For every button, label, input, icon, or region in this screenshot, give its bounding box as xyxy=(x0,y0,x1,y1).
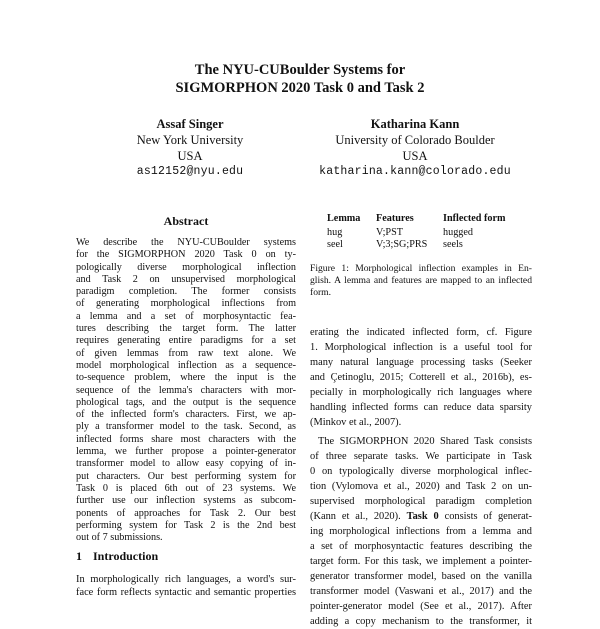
caption-line: glish. A lemma and features are mapped to an inflected xyxy=(310,275,532,286)
author-email: as12152@nyu.edu xyxy=(136,165,244,178)
abstract-line: ponents of approaches for Task 2. Our best xyxy=(76,507,296,519)
body-line: erating the indicated inflected form, cf. Figure xyxy=(310,327,532,338)
abstract-line: ply a transformer model to the task. Second, as xyxy=(76,421,296,433)
author-country: USA xyxy=(177,149,203,163)
abstract-line: tures describing the target form. The latter xyxy=(76,323,296,335)
body-line: The SIGMORPHON 2020 Shared Task consists xyxy=(318,436,532,447)
abstract-line: We describe the NYU-CUBoulder systems xyxy=(76,237,296,248)
author-name: Katharina Kann xyxy=(370,117,460,131)
abstract-line: and Task 2 on unsupervised morphological xyxy=(76,273,296,285)
abstract-line: out of 7 submissions. xyxy=(76,532,163,544)
author-name: Assaf Singer xyxy=(156,117,224,131)
author-affiliation: University of Colorado Boulder xyxy=(335,133,495,147)
table-row xyxy=(327,227,523,239)
title-line: SIGMORPHON 2020 Task 0 and Task 2 xyxy=(175,80,425,96)
body-line: pointer-generator model (See et al., 2017). After xyxy=(310,601,532,612)
body-line: of three separate tasks. We participate in Task xyxy=(310,451,532,462)
intro-body xyxy=(76,573,296,599)
intro-line: face form reflects syntactic and semantic properties xyxy=(76,587,296,598)
abstract-line: Task 0 is placed 6th out of 23 systems. We xyxy=(76,482,296,494)
abstract-line: requires generating entire paradigms for a set xyxy=(76,335,296,347)
author-country: USA xyxy=(402,149,428,163)
author-block xyxy=(300,116,530,180)
table-cell: hug xyxy=(327,227,343,238)
caption-line: form. xyxy=(310,287,332,298)
abstract-line: of given lemmas from raw text alone. We xyxy=(76,347,296,359)
abstract-line: inflected forms share most characters with the xyxy=(76,433,296,445)
table-cell: hugged xyxy=(443,227,473,238)
body-line: 1. Morphological inflection is a useful tool for xyxy=(310,342,532,353)
abstract-heading: Abstract xyxy=(163,214,209,228)
abstract-line: for the SIGMORPHON 2020 Task 0 on ty- xyxy=(76,249,296,261)
section-title: Introduction xyxy=(93,549,159,563)
task0-bold: Task 0 xyxy=(406,511,439,522)
paper-title xyxy=(0,61,600,97)
abstract-line: model morphological inflection as a sequence- xyxy=(76,359,296,371)
body-text: (Kann et al., 2020). xyxy=(310,511,401,522)
body-line: transformer model (Vaswani et al., 2017) and the xyxy=(310,586,532,597)
body-text: consists of generat- xyxy=(444,511,532,522)
abstract-line: transformer model to allow easy copying of in- xyxy=(76,458,296,470)
abstract-line: to-sequence problem, where the input is the xyxy=(76,372,296,384)
abstract-line: pologically diverse morphological inflection xyxy=(76,261,296,273)
intro-line: In morphologically rich languages, a word's sur- xyxy=(76,574,296,585)
table-cell: seel xyxy=(327,239,343,250)
table-cell: V;3;SG;PRS xyxy=(376,239,428,250)
figure-table xyxy=(327,213,523,251)
table-header: Lemma xyxy=(327,213,361,224)
body-line: ing morphological inflections from a lemma and xyxy=(310,526,532,537)
table-cell: seels xyxy=(443,239,463,250)
abstract-line: put characters. Our best performing system for xyxy=(76,470,296,482)
abstract-line: paradigm completion. The former consists xyxy=(76,286,296,298)
author-affiliation: New York University xyxy=(136,133,244,147)
author-block xyxy=(80,116,300,180)
body-line: (Minkov et al., 2007). xyxy=(310,417,402,428)
body-line: generator transformer model, based on the vanilla xyxy=(310,571,532,582)
abstract-line: performing system for Task 2 is the 2nd best xyxy=(76,519,296,531)
title-line: The NYU-CUBoulder Systems for xyxy=(194,62,406,78)
abstract-line: lemma, we further propose a pointer-generator xyxy=(76,446,296,458)
abstract-line: of generating morphological inflections from xyxy=(76,298,296,310)
section-number: 1 xyxy=(76,549,82,563)
abstract-line: sequence of the lemma's characters with mor- xyxy=(76,384,296,396)
body-line: handling inflected forms can reduce data sparsity xyxy=(310,402,532,413)
body-line: pecially in morphologically rich languages where xyxy=(310,387,532,398)
body-line: many natural language processing tasks (Seeker xyxy=(310,357,532,368)
table-cell: V;PST xyxy=(376,227,403,238)
body-line: tion (Vylomova et al., 2020) and Task 2 on un- xyxy=(310,481,532,492)
table-header: Features xyxy=(376,213,414,224)
abstract-line: of the inflected form's characters. First, we ap- xyxy=(76,409,296,421)
body-line: a set of morphosyntactic features describing the xyxy=(310,541,532,552)
body-line: 0 on typologically diverse morphological inflec- xyxy=(310,466,532,477)
body-line: adding a copy mechanism to the transformer, it xyxy=(310,616,532,627)
body-line xyxy=(310,509,532,524)
section-heading xyxy=(76,549,158,564)
abstract-line: further use our inflection systems as subcom- xyxy=(76,495,296,507)
table-header: Inflected form xyxy=(443,213,506,224)
abstract-line: phological tags, and the output is the sequence xyxy=(76,396,296,408)
body-line: supervised morphological paradigm completion xyxy=(310,496,532,507)
table-header-row xyxy=(327,213,523,227)
body-line: and Çetinoglu, 2015; Cotterell et al., 2016b), es- xyxy=(310,372,532,383)
abstract-line: a lemma and a set of morphosyntactic fea- xyxy=(76,310,296,322)
author-email: katharina.kann@colorado.edu xyxy=(319,165,511,178)
caption-line: Figure 1: Morphological inflection examples in En- xyxy=(310,263,532,274)
abstract-body xyxy=(76,237,296,544)
right-column-body xyxy=(310,325,532,629)
table-row xyxy=(327,239,523,251)
body-line: target form. For this task, we implement a pointer- xyxy=(310,556,532,567)
figure-caption xyxy=(310,263,532,299)
